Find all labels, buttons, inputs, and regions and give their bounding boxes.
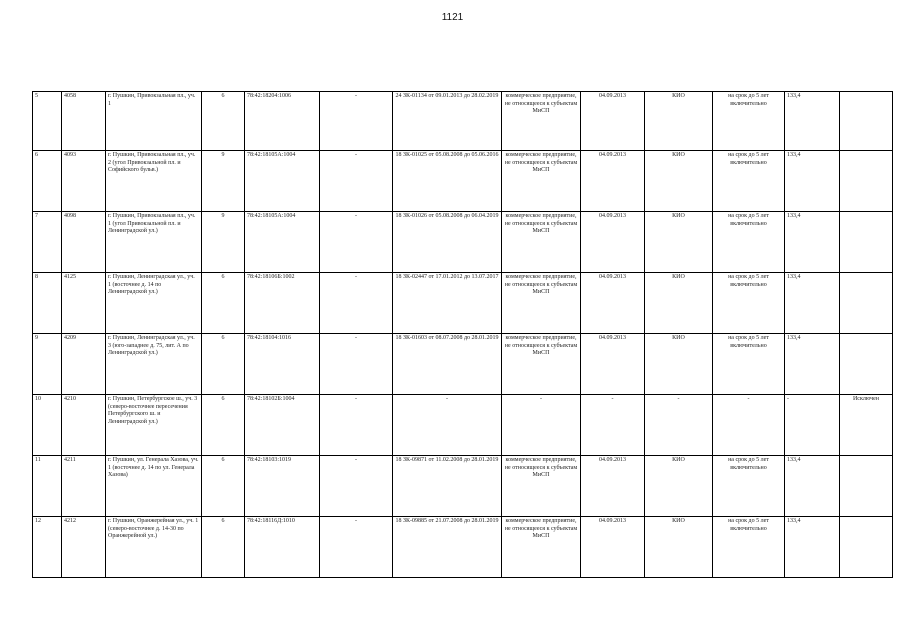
dash-cell: - <box>320 395 393 456</box>
note-cell <box>840 212 893 273</box>
table-row <box>33 273 893 334</box>
table-row <box>33 151 893 212</box>
term-cell: на срок до 5 лет включительно <box>713 92 785 151</box>
date-cell: 04.09.2013 <box>581 334 645 395</box>
address-cell: г. Пушкин, Ленинградская ул., уч. 3 (юго-западнее д. 75, лит. А по Ленинградской ул.) <box>106 334 202 395</box>
area-cell: 133,4 <box>785 151 840 212</box>
note-cell <box>840 92 893 151</box>
object-id-cell: 4212 <box>62 517 106 578</box>
row-number-cell: 5 <box>33 92 62 151</box>
organization-cell: КИО <box>645 334 713 395</box>
date-cell: 04.09.2013 <box>581 151 645 212</box>
note-cell <box>840 273 893 334</box>
dash-cell: - <box>320 212 393 273</box>
organization-cell: КИО <box>645 151 713 212</box>
cadastral-number-cell: 78:42:18116Д:1010 <box>245 517 320 578</box>
area-cell: 133,4 <box>785 92 840 151</box>
term-cell: на срок до 5 лет включительно <box>713 334 785 395</box>
address-cell: г. Пушкин, Привокзальная пл., уч. 1 (угол Привокзальной пл. и Ленинградской ул.) <box>106 212 202 273</box>
object-id-cell: 4058 <box>62 92 106 151</box>
category-cell: коммерческое предприятие, не относящееся к субъектам МиСП <box>502 92 581 151</box>
organization-cell: КИО <box>645 212 713 273</box>
cadastral-number-cell: 78:42:18105А:1004 <box>245 151 320 212</box>
organization-cell: КИО <box>645 92 713 151</box>
date-cell: 04.09.2013 <box>581 92 645 151</box>
count-cell: 6 <box>202 273 245 334</box>
count-cell: 9 <box>202 151 245 212</box>
area-cell: 133,4 <box>785 212 840 273</box>
table-row <box>33 456 893 517</box>
date-cell: - <box>581 395 645 456</box>
cadastral-number-cell: 78:42:18104:1016 <box>245 334 320 395</box>
table-row <box>33 395 893 456</box>
term-cell: на срок до 5 лет включительно <box>713 456 785 517</box>
object-id-cell: 4093 <box>62 151 106 212</box>
object-id-cell: 4211 <box>62 456 106 517</box>
registry-table <box>32 91 893 578</box>
area-cell: 133,4 <box>785 517 840 578</box>
category-cell: коммерческое предприятие, не относящееся к субъектам МиСП <box>502 151 581 212</box>
row-number-cell: 10 <box>33 395 62 456</box>
row-number-cell: 11 <box>33 456 62 517</box>
row-number-cell: 7 <box>33 212 62 273</box>
object-id-cell: 4098 <box>62 212 106 273</box>
category-cell: - <box>502 395 581 456</box>
category-cell: коммерческое предприятие, не относящееся к субъектам МиСП <box>502 334 581 395</box>
note-cell <box>840 517 893 578</box>
category-cell: коммерческое предприятие, не относящееся к субъектам МиСП <box>502 212 581 273</box>
row-number-cell: 6 <box>33 151 62 212</box>
count-cell: 9 <box>202 212 245 273</box>
table-row <box>33 517 893 578</box>
count-cell: 6 <box>202 92 245 151</box>
address-cell: г. Пушкин, Привокзальная пл., уч. 1 <box>106 92 202 151</box>
object-id-cell: 4210 <box>62 395 106 456</box>
category-cell: коммерческое предприятие, не относящееся к субъектам МиСП <box>502 517 581 578</box>
row-number-cell: 9 <box>33 334 62 395</box>
contract-cell: 18 ЗК-01026 от 05.08.2008 до 06.04.2019 <box>393 212 502 273</box>
term-cell: на срок до 5 лет включительно <box>713 212 785 273</box>
cadastral-number-cell: 78:42:18103:1019 <box>245 456 320 517</box>
organization-cell: КИО <box>645 273 713 334</box>
term-cell: - <box>713 395 785 456</box>
table-row <box>33 334 893 395</box>
dash-cell: - <box>320 334 393 395</box>
date-cell: 04.09.2013 <box>581 456 645 517</box>
note-cell: Исключен <box>840 395 893 456</box>
term-cell: на срок до 5 лет включительно <box>713 517 785 578</box>
term-cell: на срок до 5 лет включительно <box>713 273 785 334</box>
contract-cell: 18 ЗК-09871 от 11.02.2008 до 28.01.2019 <box>393 456 502 517</box>
cadastral-number-cell: 78:42:18106Б:1002 <box>245 273 320 334</box>
count-cell: 6 <box>202 456 245 517</box>
count-cell: 6 <box>202 334 245 395</box>
row-number-cell: 8 <box>33 273 62 334</box>
organization-cell: КИО <box>645 456 713 517</box>
term-cell: на срок до 5 лет включительно <box>713 151 785 212</box>
address-cell: г. Пушкин, Ленинградская ул., уч. 1 (восточнее д. 14 по Ленинградской ул.) <box>106 273 202 334</box>
cadastral-number-cell: 78:42:18105А:1004 <box>245 212 320 273</box>
organization-cell: КИО <box>645 517 713 578</box>
category-cell: коммерческое предприятие, не относящееся к субъектам МиСП <box>502 456 581 517</box>
date-cell: 04.09.2013 <box>581 273 645 334</box>
page-number: 1121 <box>441 12 464 23</box>
dash-cell: - <box>320 517 393 578</box>
date-cell: 04.09.2013 <box>581 212 645 273</box>
cadastral-number-cell: 78:42:18204:1006 <box>245 92 320 151</box>
date-cell: 04.09.2013 <box>581 517 645 578</box>
address-cell: г. Пушкин, ул. Генерала Хазова, уч. 1 (восточнее д. 14 по ул. Генерала Хазова) <box>106 456 202 517</box>
note-cell <box>840 334 893 395</box>
object-id-cell: 4125 <box>62 273 106 334</box>
contract-cell: 18 ЗК-01025 от 05.08.2008 до 05.06.2016 <box>393 151 502 212</box>
category-cell: коммерческое предприятие, не относящееся к субъектам МиСП <box>502 273 581 334</box>
area-cell: 133,4 <box>785 456 840 517</box>
note-cell <box>840 456 893 517</box>
count-cell: 6 <box>202 395 245 456</box>
area-cell: - <box>785 395 840 456</box>
dash-cell: - <box>320 273 393 334</box>
area-cell: 133,4 <box>785 273 840 334</box>
note-cell <box>840 151 893 212</box>
contract-cell: - <box>393 395 502 456</box>
contract-cell: 24 ЗК-01134 от 09.01.2013 до 28.02.2019 <box>393 92 502 151</box>
dash-cell: - <box>320 92 393 151</box>
table-row <box>33 92 893 151</box>
contract-cell: 18 ЗК-02447 от 17.01.2012 до 13.07.2017 <box>393 273 502 334</box>
count-cell: 6 <box>202 517 245 578</box>
contract-cell: 18 ЗК-09885 от 21.07.2008 до 28.01.2019 <box>393 517 502 578</box>
contract-cell: 18 ЗК-01603 от 08.07.2008 до 28.01.2019 <box>393 334 502 395</box>
address-cell: г. Пушкин, Привокзальная пл., уч. 2 (угол Привокзальной пл. и Софийского бульв.) <box>106 151 202 212</box>
table-body <box>33 92 893 578</box>
cadastral-number-cell: 78:42:18102Б:1004 <box>245 395 320 456</box>
row-number-cell: 12 <box>33 517 62 578</box>
table-row <box>33 212 893 273</box>
area-cell: 133,4 <box>785 334 840 395</box>
address-cell: г. Пушкин, Оранжерейная ул., уч. 1 (северо-восточнее д. 14-30 по Оранжерейной ул.) <box>106 517 202 578</box>
dash-cell: - <box>320 456 393 517</box>
organization-cell: - <box>645 395 713 456</box>
object-id-cell: 4209 <box>62 334 106 395</box>
address-cell: г. Пушкин, Петербургское ш., уч. 3 (северо-восточнее пересечения Петербургского ш. и Ленинградской ул.) <box>106 395 202 456</box>
dash-cell: - <box>320 151 393 212</box>
